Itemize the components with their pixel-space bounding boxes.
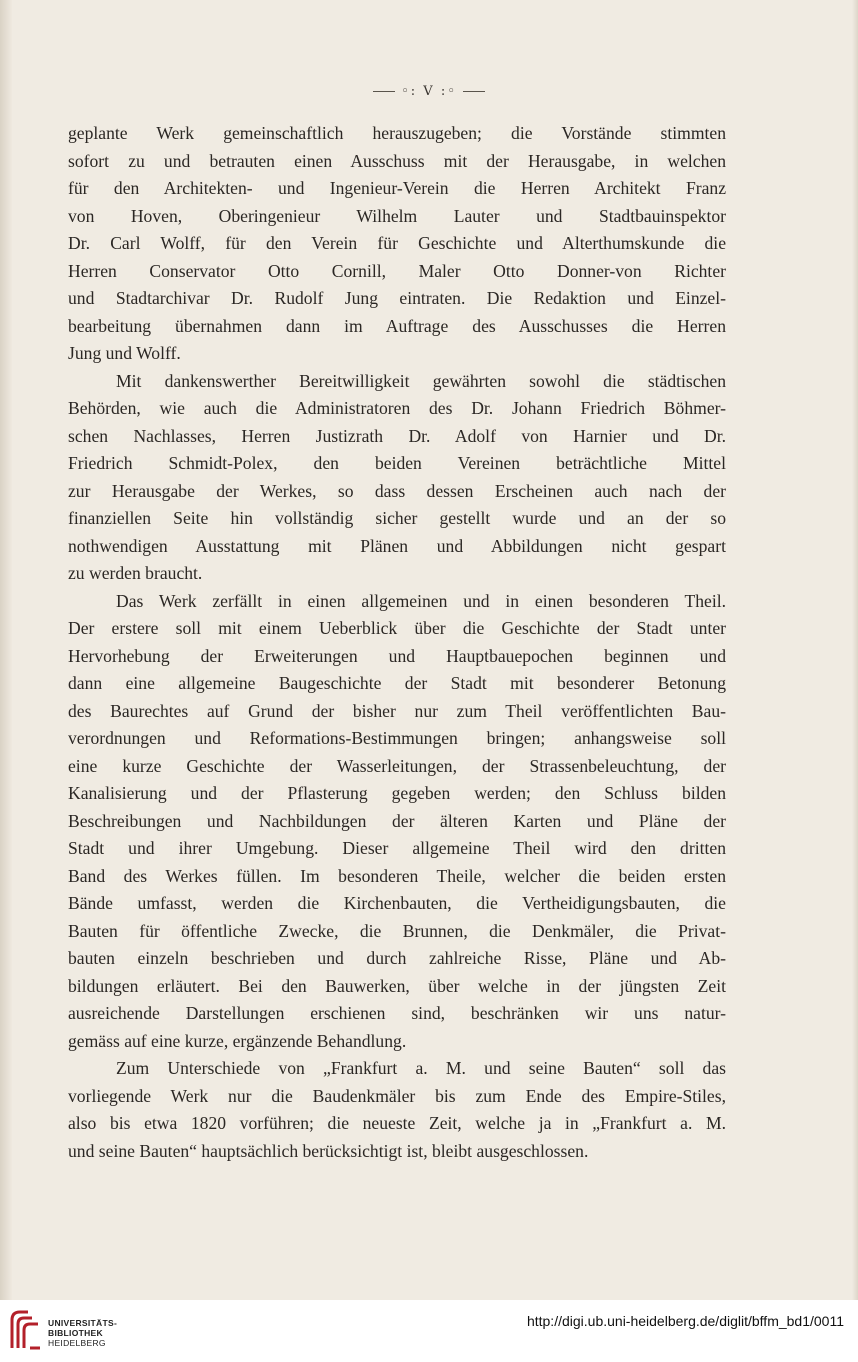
page-binding-edge <box>0 0 12 1300</box>
library-name-line2: BIBLIOTHEK <box>48 1328 103 1338</box>
text-line: Das Werk zerfällt in einen allgemeinen und in einen besonderen Theil. <box>116 590 726 611</box>
text-line: Beschreibungen und Nachbildungen der älteren Karten und Pläne der <box>68 810 726 831</box>
library-name <box>48 1318 117 1348</box>
text-line: gemäss auf eine kurze, ergänzende Behandlung. <box>68 1030 407 1051</box>
text-line: Dr. Carl Wolff, für den Verein für Geschichte und Alterthumskunde die <box>68 233 726 253</box>
text-line: Mit dankenswerther Bereitwilligkeit gewährten sowohl die städtischen <box>116 370 726 391</box>
text-line: sofort zu und betrauten einen Ausschuss mit der Herausgabe, in welchen <box>68 150 726 171</box>
text-line: des Baurechtes auf Grund der bisher nur zum Theil veröffentlichten Bau- <box>68 700 726 721</box>
page-header <box>0 84 858 99</box>
body-text <box>68 120 726 1165</box>
text-line: bearbeitung übernahmen dann im Auftrage des Ausschusses die Herren <box>68 315 726 336</box>
text-line: geplante Werk gemeinschaftlich herauszugeben; die Vorstände stimmten <box>68 123 726 143</box>
text-line: Behörden, wie auch die Administratoren des Dr. Johann Friedrich Böhmer- <box>68 398 726 418</box>
text-line: ausreichende Darstellungen erschienen sind, beschränken wir uns natur- <box>68 1003 726 1023</box>
library-name-line1: UNIVERSITÄTS- <box>48 1318 118 1328</box>
page-numeral: V <box>423 84 435 99</box>
text-line: für den Architekten- und Ingenieur-Verein die Herren Architekt Franz <box>68 178 726 198</box>
text-line: schen Nachlasses, Herren Justizrath Dr. Adolf von Harnier und Dr. <box>68 425 726 446</box>
text-line: Zum Unterschiede von „Frankfurt a. M. und seine Bauten“ soll das <box>116 1058 726 1078</box>
text-line: zur Herausgabe der Werkes, so dass dessen Erscheinen auch nach der <box>68 480 726 501</box>
university-library-logo-icon[interactable] <box>8 1308 44 1352</box>
text-line: von Hoven, Oberingenieur Wilhelm Lauter und Stadtbauinspektor <box>68 205 726 226</box>
text-line: und seine Bauten“ hauptsächlich berücksichtigt ist, bleibt ausgeschlossen. <box>68 1140 589 1161</box>
header-dot-right: :◦ <box>434 84 463 99</box>
text-line: eine kurze Geschichte der Wasserleitungen, der Strassenbeleuchtung, der <box>68 755 726 776</box>
text-line: Bände umfasst, werden die Kirchenbauten, die Vertheidigungsbauten, die <box>68 893 726 913</box>
text-line: Friedrich Schmidt-Polex, den beiden Vereinen beträchtliche Mittel <box>68 453 726 473</box>
page-right-edge <box>852 0 858 1300</box>
text-line: finanziellen Seite hin vollständig sicher gestellt wurde und an der so <box>68 508 726 528</box>
text-line: und Stadtarchivar Dr. Rudolf Jung eintraten. Die Redaktion und Einzel- <box>68 288 726 308</box>
text-line: vorliegende Werk nur die Baudenkmäler bis zum Ende des Empire-Stiles, <box>68 1085 726 1106</box>
header-ornament-left <box>373 91 395 92</box>
text-line: nothwendigen Ausstattung mit Plänen und Abbildungen nicht gespart <box>68 535 726 556</box>
text-line: Band des Werkes füllen. Im besonderen Theile, welcher die beiden ersten <box>68 865 726 886</box>
text-line: Bauten für öffentliche Zwecke, die Brunnen, die Denkmäler, die Privat- <box>68 920 726 941</box>
header-ornament-right <box>463 91 485 92</box>
text-line: Kanalisierung und der Pflasterung gegeben werden; den Schluss bilden <box>68 783 726 803</box>
text-line: Stadt und ihrer Umgebung. Dieser allgemeine Theil wird den dritten <box>68 838 726 858</box>
library-name-line3: HEIDELBERG <box>48 1338 106 1348</box>
permalink-url[interactable]: http://digi.ub.uni-heidelberg.de/diglit/bffm_bd1/0011 <box>526 1313 844 1329</box>
text-line: bildungen erläutert. Bei den Bauwerken, über welche in der jüngsten Zeit <box>68 975 726 996</box>
footer-bar <box>0 1300 858 1362</box>
text-line: Jung und Wolff. <box>68 343 181 363</box>
text-line: also bis etwa 1820 vorführen; die neueste Zeit, welche ja in „Frankfurt a. M. <box>68 1113 726 1133</box>
text-line: bauten einzeln beschrieben und durch zahlreiche Risse, Pläne und Ab- <box>68 948 726 968</box>
text-line: Hervorhebung der Erweiterungen und Hauptbauepochen beginnen und <box>68 645 726 666</box>
text-line: verordnungen und Reformations-Bestimmungen bringen; anhangsweise soll <box>68 728 726 748</box>
text-line: zu werden braucht. <box>68 563 203 583</box>
text-line: Der erstere soll mit einem Ueberblick über die Geschichte der Stadt unter <box>68 618 726 638</box>
header-dot-left: ◦: <box>394 84 424 99</box>
text-line: Herren Conservator Otto Cornill, Maler Otto Donner-von Richter <box>68 260 726 281</box>
text-line: dann eine allgemeine Baugeschichte der Stadt mit besonderer Betonung <box>68 673 726 693</box>
